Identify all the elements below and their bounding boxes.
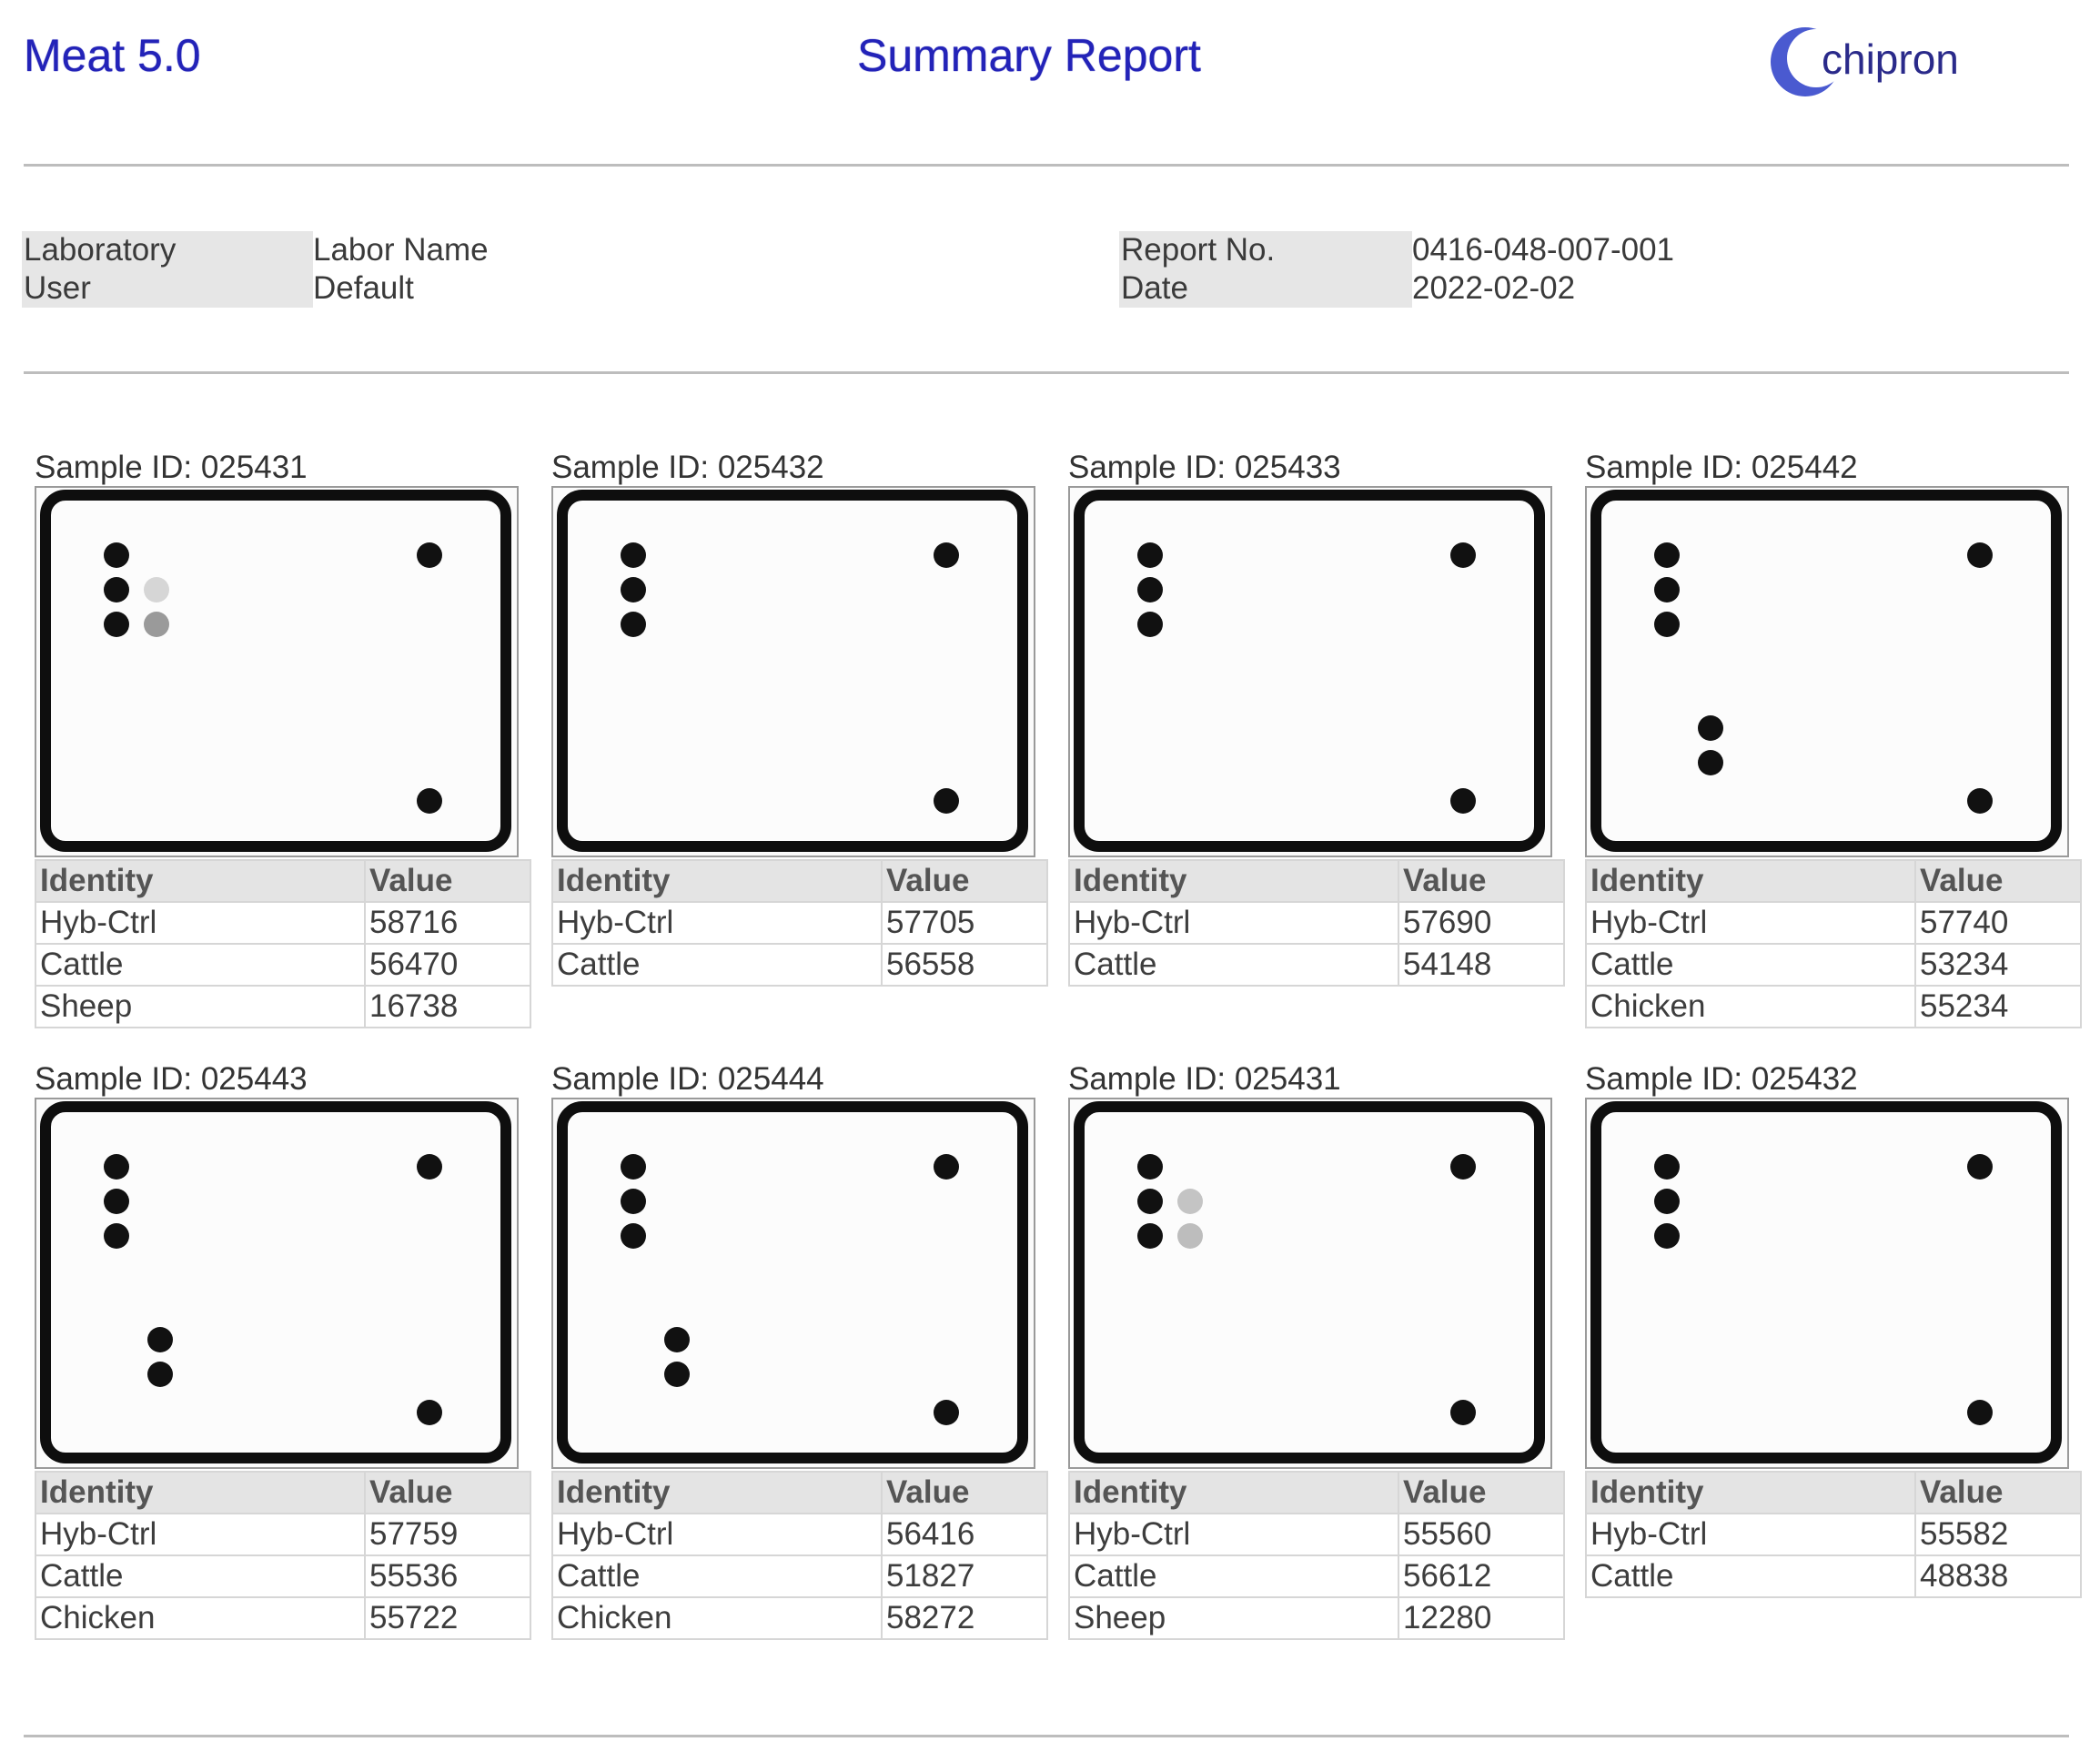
table-header-row — [552, 1472, 1047, 1514]
chip-spot — [417, 542, 442, 568]
chip-image — [1585, 1098, 2069, 1469]
identity-cell: Cattle — [1069, 944, 1398, 986]
identity-header: Identity — [552, 860, 882, 902]
table-header-row — [1069, 1472, 1564, 1514]
identity-header: Identity — [1069, 860, 1398, 902]
value-cell: 57759 — [365, 1514, 530, 1555]
chip-spot — [417, 788, 442, 814]
sample-id-label: Sample ID: 025432 — [1585, 1061, 1858, 1097]
sample-id-label: Sample ID: 025443 — [35, 1061, 308, 1097]
table-row — [35, 902, 530, 944]
value-cell: 55560 — [1398, 1514, 1564, 1555]
chip-spot — [1967, 1400, 1993, 1425]
date-value: 2022-02-02 — [1412, 270, 1576, 306]
table-row — [1586, 944, 2081, 986]
chip-spot — [1177, 1189, 1203, 1214]
chip-spot — [1654, 612, 1680, 637]
info-right — [1119, 231, 1674, 308]
chip-spot — [1698, 715, 1723, 741]
identity-cell: Hyb-Ctrl — [552, 1514, 882, 1555]
chip-spot — [1137, 1223, 1163, 1249]
footer-divider — [24, 1735, 2069, 1737]
identity-header: Identity — [35, 860, 365, 902]
identity-header: Identity — [1586, 860, 1915, 902]
chip-spot — [1654, 577, 1680, 603]
value-cell: 57705 — [882, 902, 1047, 944]
value-cell: 56470 — [365, 944, 530, 986]
chip-image — [1585, 486, 2069, 857]
chip-spot — [417, 1154, 442, 1180]
chip-spot — [417, 1400, 442, 1425]
sample-id-label: Sample ID: 025431 — [1068, 1061, 1341, 1097]
date-label: Date — [1119, 269, 1412, 308]
value-cell: 56416 — [882, 1514, 1047, 1555]
value-header: Value — [1398, 1472, 1564, 1514]
result-table — [35, 1471, 531, 1640]
chip-spot — [1654, 1189, 1680, 1214]
laboratory-value: Labor Name — [313, 232, 489, 268]
value-header: Value — [1398, 860, 1564, 902]
identity-cell: Hyb-Ctrl — [1069, 1514, 1398, 1555]
info-divider — [24, 371, 2069, 374]
chip-spot — [1654, 1223, 1680, 1249]
chip-scan — [553, 488, 1034, 856]
identity-cell: Hyb-Ctrl — [1069, 902, 1398, 944]
chip-spot — [104, 1223, 129, 1249]
table-header-row — [552, 860, 1047, 902]
table-header-row — [1586, 1472, 2081, 1514]
chip-spot — [934, 1400, 959, 1425]
value-cell: 55234 — [1915, 986, 2081, 1028]
user-value: Default — [313, 270, 414, 306]
sample-id-label: Sample ID: 025432 — [551, 450, 824, 485]
chip-spot — [104, 612, 129, 637]
chip-spot — [144, 612, 169, 637]
chip-spot — [934, 1154, 959, 1180]
table-row — [1586, 902, 2081, 944]
table-row — [552, 1555, 1047, 1597]
value-header: Value — [1915, 860, 2081, 902]
identity-cell: Chicken — [552, 1597, 882, 1639]
value-cell: 54148 — [1398, 944, 1564, 986]
table-row — [552, 1597, 1047, 1639]
chip-spot — [1967, 788, 1993, 814]
chip-image — [551, 486, 1035, 857]
result-table — [1585, 859, 2082, 1028]
value-header: Value — [882, 1472, 1047, 1514]
identity-cell: Hyb-Ctrl — [552, 902, 882, 944]
value-cell: 57740 — [1915, 902, 2081, 944]
identity-header: Identity — [1586, 1472, 1915, 1514]
chip-scan — [36, 488, 517, 856]
chip-spot — [1137, 577, 1163, 603]
chip-spot — [621, 1154, 646, 1180]
table-row — [552, 902, 1047, 944]
chip-image — [1068, 1098, 1552, 1469]
sample-id-label: Sample ID: 025442 — [1585, 450, 1858, 485]
chip-image — [1068, 486, 1552, 857]
chip-spot — [144, 577, 169, 603]
table-row — [1069, 944, 1564, 986]
chip-spot — [104, 1189, 129, 1214]
table-row — [35, 944, 530, 986]
chip-spot — [1450, 1154, 1476, 1180]
chip-spot — [621, 1189, 646, 1214]
table-row — [1069, 1597, 1564, 1639]
chip-spot — [664, 1327, 690, 1352]
chip-spot — [621, 1223, 646, 1249]
chip-image — [551, 1098, 1035, 1469]
sample-id-label: Sample ID: 025444 — [551, 1061, 824, 1097]
chip-spot — [664, 1362, 690, 1387]
chip-scan — [1587, 488, 2067, 856]
chip-scan — [553, 1099, 1034, 1467]
table-row — [1586, 1514, 2081, 1555]
identity-header: Identity — [552, 1472, 882, 1514]
user-label: User — [22, 269, 313, 308]
table-header-row — [35, 1472, 530, 1514]
chip-spot — [934, 788, 959, 814]
value-cell: 58272 — [882, 1597, 1047, 1639]
chipron-logo — [1765, 22, 1984, 102]
value-cell: 57690 — [1398, 902, 1564, 944]
identity-header: Identity — [1069, 1472, 1398, 1514]
identity-cell: Hyb-Ctrl — [35, 1514, 365, 1555]
identity-cell: Cattle — [552, 944, 882, 986]
result-table — [551, 859, 1048, 987]
identity-cell: Chicken — [1586, 986, 1915, 1028]
chip-spot — [1137, 542, 1163, 568]
chip-spot — [1654, 542, 1680, 568]
report-no-value: 0416-048-007-001 — [1412, 232, 1675, 268]
chip-scan — [36, 1099, 517, 1467]
identity-cell: Hyb-Ctrl — [1586, 902, 1915, 944]
identity-cell: Cattle — [35, 1555, 365, 1597]
table-header-row — [1586, 860, 2081, 902]
chip-image — [35, 1098, 519, 1469]
identity-cell: Cattle — [552, 1555, 882, 1597]
chip-spot — [1450, 1400, 1476, 1425]
value-cell: 55536 — [365, 1555, 530, 1597]
value-cell: 51827 — [882, 1555, 1047, 1597]
identity-cell: Sheep — [35, 986, 365, 1028]
chip-spot — [1450, 542, 1476, 568]
value-cell: 16738 — [365, 986, 530, 1028]
chip-scan — [1070, 488, 1550, 856]
chip-spot — [1450, 788, 1476, 814]
value-cell: 53234 — [1915, 944, 2081, 986]
chip-spot — [104, 577, 129, 603]
sample-id-label: Sample ID: 025431 — [35, 450, 308, 485]
identity-cell: Cattle — [1069, 1555, 1398, 1597]
value-header: Value — [1915, 1472, 2081, 1514]
info-left — [22, 231, 489, 308]
chip-spot — [1137, 1189, 1163, 1214]
table-row — [1069, 1555, 1564, 1597]
app-title: Meat 5.0 — [24, 30, 201, 81]
chip-spot — [1698, 750, 1723, 775]
identity-cell: Cattle — [1586, 1555, 1915, 1597]
value-cell: 55582 — [1915, 1514, 2081, 1555]
table-header-row — [35, 860, 530, 902]
sample-id-label: Sample ID: 025433 — [1068, 450, 1341, 485]
chip-spot — [147, 1362, 173, 1387]
table-row — [552, 944, 1047, 986]
chip-spot — [1177, 1223, 1203, 1249]
logo-text: chipron — [1822, 35, 1959, 83]
chip-image — [35, 486, 519, 857]
value-header: Value — [365, 1472, 530, 1514]
report-title: Summary Report — [857, 30, 1201, 81]
value-cell: 12280 — [1398, 1597, 1564, 1639]
chip-spot — [104, 1154, 129, 1180]
identity-header: Identity — [35, 1472, 365, 1514]
result-table — [1585, 1471, 2082, 1598]
table-row — [1069, 1514, 1564, 1555]
chip-scan — [1587, 1099, 2067, 1467]
chip-spot — [1967, 542, 1993, 568]
laboratory-label: Laboratory — [22, 231, 313, 269]
chip-spot — [621, 542, 646, 568]
identity-cell: Chicken — [35, 1597, 365, 1639]
chip-spot — [1137, 612, 1163, 637]
identity-cell: Cattle — [35, 944, 365, 986]
identity-cell: Hyb-Ctrl — [35, 902, 365, 944]
value-cell: 56612 — [1398, 1555, 1564, 1597]
table-row — [552, 1514, 1047, 1555]
chip-spot — [621, 612, 646, 637]
table-row — [1586, 1555, 2081, 1597]
identity-cell: Sheep — [1069, 1597, 1398, 1639]
chip-scan — [1070, 1099, 1550, 1467]
result-table — [551, 1471, 1048, 1640]
identity-cell: Cattle — [1586, 944, 1915, 986]
result-table — [35, 859, 531, 1028]
table-row — [35, 1555, 530, 1597]
chip-spot — [1967, 1154, 1993, 1180]
chip-spot — [104, 542, 129, 568]
chip-spot — [621, 577, 646, 603]
table-header-row — [1069, 860, 1564, 902]
table-row — [1069, 902, 1564, 944]
value-cell: 56558 — [882, 944, 1047, 986]
value-header: Value — [882, 860, 1047, 902]
identity-cell: Hyb-Ctrl — [1586, 1514, 1915, 1555]
chip-spot — [1654, 1154, 1680, 1180]
result-table — [1068, 859, 1565, 987]
value-cell: 48838 — [1915, 1555, 2081, 1597]
header-divider — [24, 164, 2069, 167]
chip-spot — [934, 542, 959, 568]
chip-spot — [147, 1327, 173, 1352]
table-row — [35, 1514, 530, 1555]
table-row — [1586, 986, 2081, 1028]
table-row — [35, 986, 530, 1028]
value-cell: 58716 — [365, 902, 530, 944]
report-no-label: Report No. — [1119, 231, 1412, 269]
value-header: Value — [365, 860, 530, 902]
value-cell: 55722 — [365, 1597, 530, 1639]
chip-spot — [1137, 1154, 1163, 1180]
result-table — [1068, 1471, 1565, 1640]
table-row — [35, 1597, 530, 1639]
